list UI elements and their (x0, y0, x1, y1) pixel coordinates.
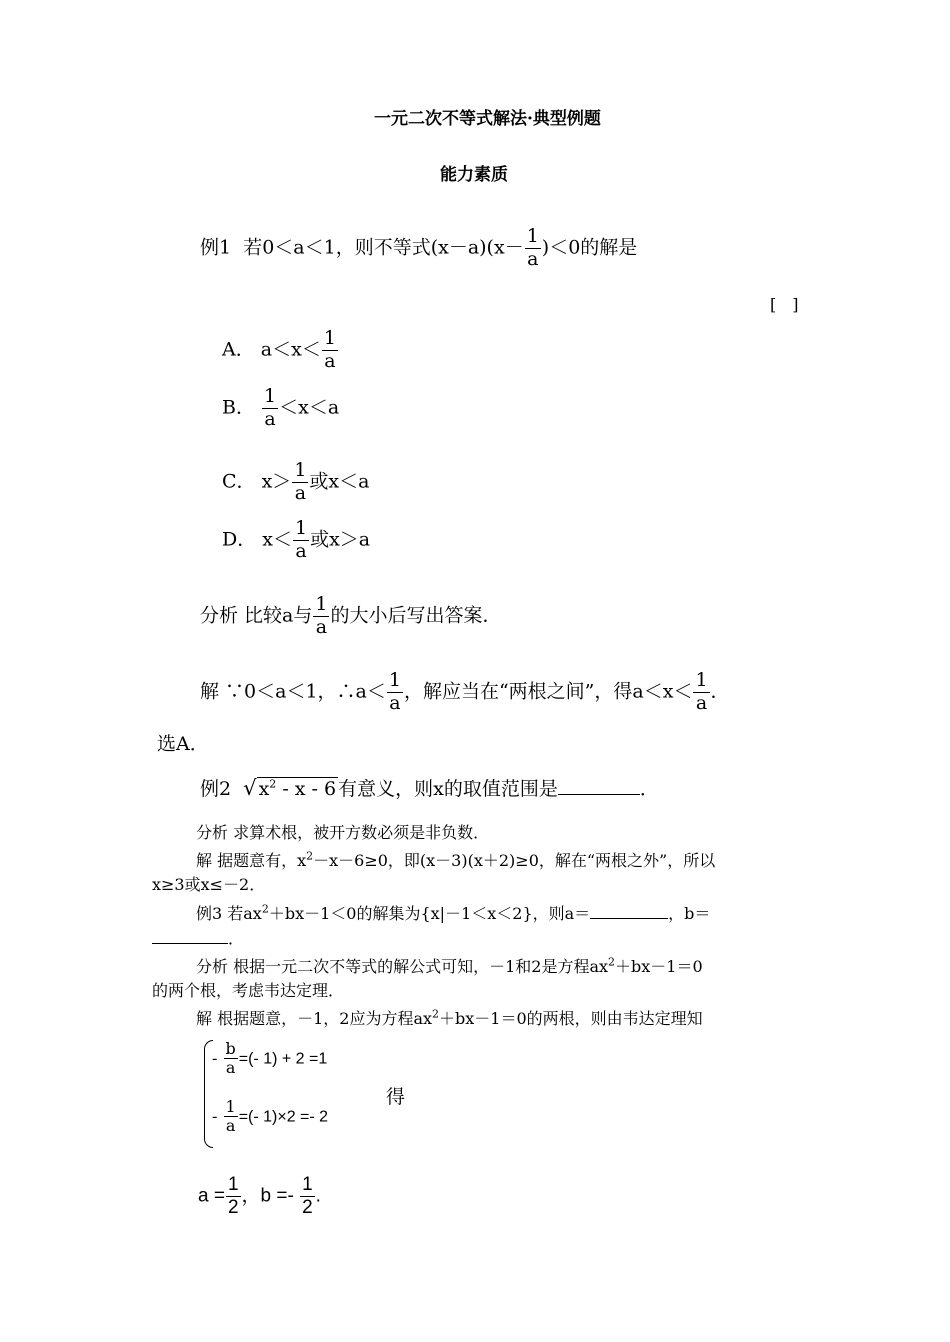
example-3-question: 例3 若$ax^2+bx-1<0$的解集为{x|－1＜x＜2}，则a＝ ，b＝ (196, 902, 711, 923)
example-1-question (200, 226, 637, 271)
fraction-1-over-a: $\frac{1}{a}$ (315, 593, 328, 638)
option-a-label: A． (222, 338, 255, 361)
answer-blank[interactable] (558, 775, 640, 795)
example-3-question-line2: ． (152, 926, 244, 949)
equation-2: - $\frac{1}{a}$ =(- 1)×2 =- 2 (212, 1097, 329, 1136)
option-c-label: C． (222, 470, 256, 493)
page-title: 一元二次不等式解法·典型例题 (374, 109, 601, 129)
answer-bracket: [ ] (770, 295, 799, 314)
option-d[interactable]: D． x＜ $\frac{1}{a}$ 或x＞a (222, 517, 371, 562)
example-3-solution: 解 根据题意，－1，2应为方程$ax^2+bx-1=0$的两根，则由韦达定理知 (196, 1007, 703, 1028)
fraction-1-over-a: $\frac{1}{a}$ (695, 669, 708, 714)
final-result: a = $\frac{1}{2}$ ，b =- $\frac{1}{2}$ . (198, 1174, 321, 1218)
example-1-label: 例1 (200, 236, 232, 259)
option-c[interactable]: C． x＞ $\frac{1}{a}$ 或x＜a (222, 459, 370, 504)
option-b-label: B． (222, 396, 255, 419)
question-text-pre: 若0＜a＜1，则不等式(x－a)(x－ (243, 236, 524, 259)
example-3-analysis-line1: 分析 根据一元二次不等式的解公式可知，－1和2是方程$ax^2+bx-1=0$ (196, 955, 703, 976)
example-1-solution: 解 ∵0＜a＜1，∴a＜ $\frac{1}{a}$ ，解应当在“两根之间”，得a＜x＜ $\frac{1}{a}$ ． (200, 669, 730, 714)
sqrt-expression: √ $x^2$ - x - 6 (243, 776, 337, 800)
example-2-question: 例2 √ $x^2$ - x - 6 有意义，则x的取值范围是 ． (200, 776, 659, 800)
option-d-label: D． (222, 528, 257, 551)
option-b[interactable]: B． $\frac{1}{a}$ ＜x＜a (222, 385, 340, 430)
fraction-1-over-a: $\frac{1}{a}$ (294, 459, 307, 504)
example-2-solution-line2: x≥3或x≤－2． (152, 875, 266, 894)
fraction-1-over-a: $\frac{1}{a}$ (264, 385, 277, 430)
example-2-solution-line1: 解 据题意有，$x^2-x-6\ge 0$，即(x－3)(x＋2)≥0，解在“两根之外”，所以 (196, 849, 716, 870)
answer-blank-a[interactable] (590, 902, 668, 919)
fraction-1-over-a: $\frac{1}{a}$ (323, 327, 336, 372)
option-a[interactable]: A． a＜x＜ $\frac{1}{a}$ (222, 327, 336, 372)
answer-blank-b[interactable] (152, 927, 228, 944)
fraction-1-over-a: $\frac{1}{a}$ (526, 225, 539, 270)
example-1-choice: 选A． (157, 733, 209, 755)
fraction-1-over-a: $\frac{1}{a}$ (295, 517, 308, 562)
example-2-analysis: 分析 求算术根，被开方数必须是非负数． (196, 823, 490, 842)
question-text-post: )＜0的解是 (541, 236, 638, 259)
equation-1: - $\frac{b}{a}$ =(- 1) + 2 =1 (212, 1039, 328, 1078)
example-1-analysis: 分析 比较a与 $\frac{1}{a}$ 的大小后写出答案． (200, 593, 502, 638)
result-connector: 得 (386, 1086, 406, 1108)
section-heading: 能力素质 (440, 165, 508, 185)
fraction-1-over-a: $\frac{1}{a}$ (388, 669, 401, 714)
example-3-analysis-line2: 的两个根，考虑韦达定理． (152, 981, 345, 1000)
example-2-label: 例2 (200, 778, 232, 800)
